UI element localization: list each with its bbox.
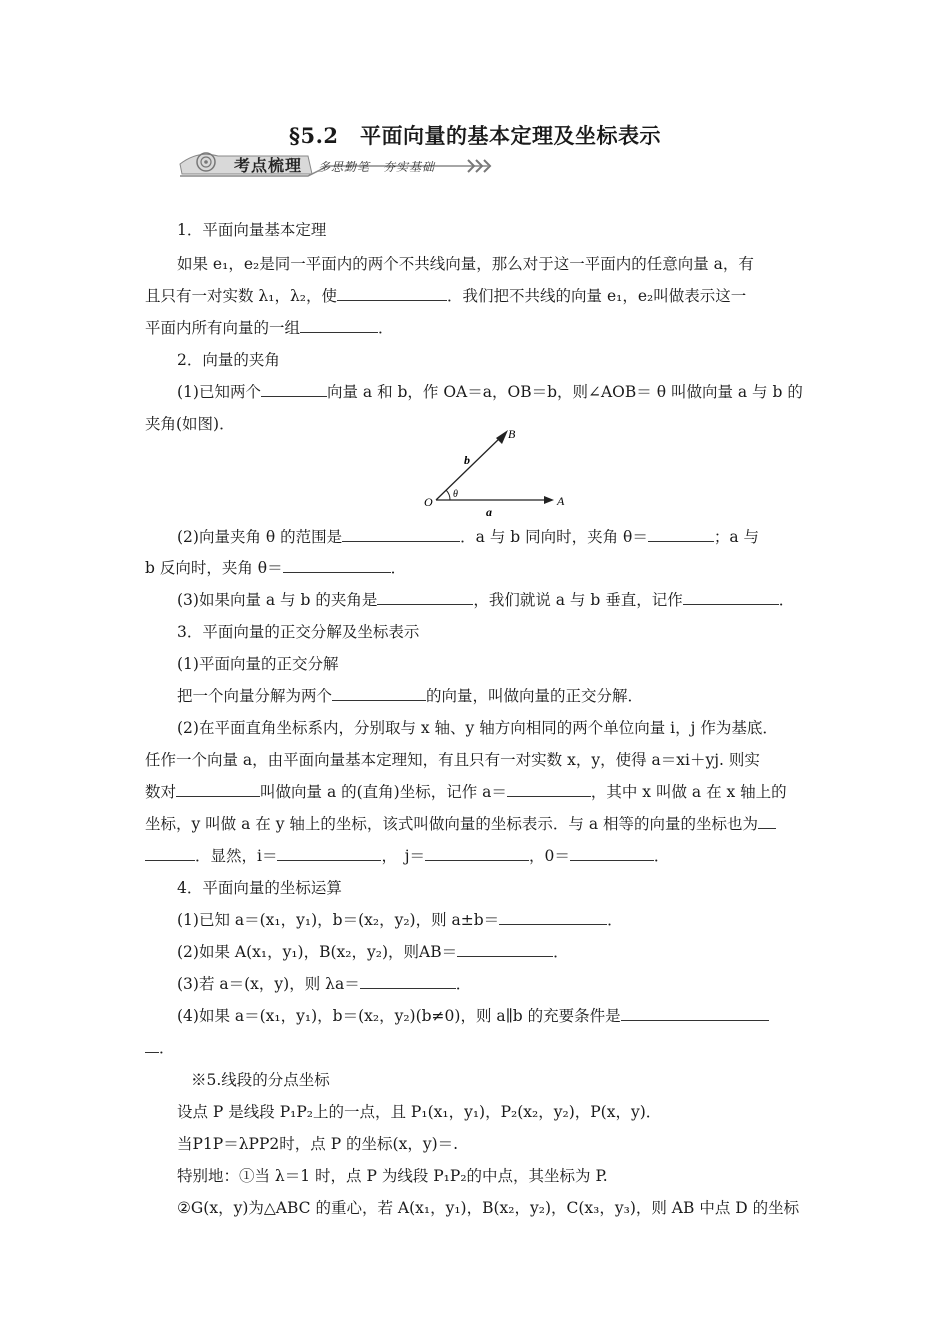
text-line: ②G(x，y)为△ABC 的重心，若 A(x₁，y₁)，B(x₂，y₂)，C(x₃，y₃)，则 AB 中点 D 的坐标 [177,1199,800,1217]
vector-b-label: b [464,453,470,467]
fill-blank [683,590,779,605]
fill-blank [145,846,195,861]
text-line: 如果 e₁，e₂是同一平面内的两个不共线向量，那么对于这一平面内的任意向量 a，有 [177,255,754,273]
vector-b-arrowhead [496,430,508,444]
text-line: 特别地：①当 λ＝1 时，点 P 为线段 P₁P₂的中点，其坐标为 P. [177,1167,608,1185]
text-line: b 反向时，夹角 θ＝ ． [145,559,407,577]
text-line: (2)向量夹角 θ 的范围是 ．a 与 b 同向时，夹角 θ＝ ；a 与 [177,528,760,546]
fill-blank [342,527,460,542]
fill-blank [425,846,529,861]
text-line: 平面内所有向量的一组 ． [145,319,394,337]
text-line: 任作一个向量 a，由平面向量基本定理知，有且只有一对实数 x，y，使得 a＝xi＋yj. 则实 [145,751,760,769]
fill-blank [300,318,378,333]
text-line: (3)若 a＝(x，y)，则 λa＝ ． [177,975,472,993]
text-line: (3)如果向量 a 与 b 的夹角是 ，我们就说 a 与 b 垂直，记作 ． [177,591,795,609]
point-O-label: O [424,495,433,509]
section-heading-2: 2．向量的夹角 [177,351,280,369]
page-title: §5.2 平面向量的基本定理及坐标表示 [288,123,661,148]
text-line: (4)如果 a＝(x₁，y₁)，b＝(x₂，y₂)(b≠0)，则 a∥b 的充要条件是 [177,1006,769,1026]
text-line: (1)已知 a＝(x₁，y₁)，b＝(x₂，y₂)，则 a±b＝ ． [177,911,623,929]
text-line: 设点 P 是线段 P₁P₂上的一点，且 P₁(x₁，y₁)，P₂(x₂，y₂)，P(x，y)． [177,1103,662,1121]
section-heading-4: 4．平面向量的坐标运算 [177,879,342,897]
banner-motto: 多思勤笔 夯实基础 [318,160,436,174]
text-line: ． [145,1038,175,1058]
section-heading-3: 3．平面向量的正交分解及坐标表示 [177,623,420,641]
fill-blank [758,814,776,829]
fill-blank [377,590,473,605]
text-line: (2)在平面直角坐标系内，分别取与 x 轴、y 轴方向相同的两个单位向量 i，j 作为基底． [177,719,778,737]
text-line: 坐标，y 叫做 a 在 y 轴上的坐标，该式叫做向量的坐标表示．与 a 相等的向量的坐标也为 [145,814,776,834]
fill-blank [499,910,607,925]
banner-label: 考点梳理 [234,156,303,175]
theta-label: θ [453,489,458,500]
fill-blank [621,1006,769,1021]
fill-blank [648,527,714,542]
fill-blank [176,782,260,797]
text-line: 把一个向量分解为两个 的向量，叫做向量的正交分解． [177,687,644,705]
text-line: (2)如果 A(x₁，y₁)，B(x₂，y₂)，则AB＝ ． [177,943,569,961]
fill-blank [283,558,391,573]
fill-blank [507,782,591,797]
text-line: ．显然，i＝ ， j＝ ，0＝ ． [145,846,669,866]
section-heading-1: 1．平面向量基本定理 [177,221,327,239]
fill-blank [332,686,426,701]
text-line: 数对 叫做向量 a 的(直角)坐标，记作 a＝ ，其中 x 叫做 a 在 x 轴上的 [145,783,787,801]
fill-blank [277,846,381,861]
text-line: 夹角(如图)． [145,415,235,433]
text-line: 且只有一对实数 λ₁，λ₂，使 ．我们把不共线的向量 e₁，e₂叫做表示这一 [145,287,747,305]
fill-blank [337,286,447,301]
fill-blank [570,846,654,861]
fill-blank [360,974,456,989]
section-banner [178,146,508,182]
vector-a-arrowhead [544,496,554,504]
point-A-label: A [557,494,565,508]
fill-blank [457,942,553,957]
text-line: (1)平面向量的正交分解 [177,655,339,673]
fill-blank [145,1038,159,1053]
text-line: 当P1P＝λPP2时，点 P 的坐标(x，y)＝. [177,1135,459,1153]
fill-blank [261,382,327,397]
angle-figure [420,424,570,520]
angle-arc [446,490,450,500]
point-B-label: B [508,427,516,441]
vector-a-label: a [486,505,492,519]
text-line: (1)已知两个 向量 a 和 b，作 OA＝a，OB＝b，则∠AOB＝ θ 叫做向量 a 与 b 的 [177,383,803,401]
section-heading-5: ※5.线段的分点坐标 [191,1071,330,1089]
